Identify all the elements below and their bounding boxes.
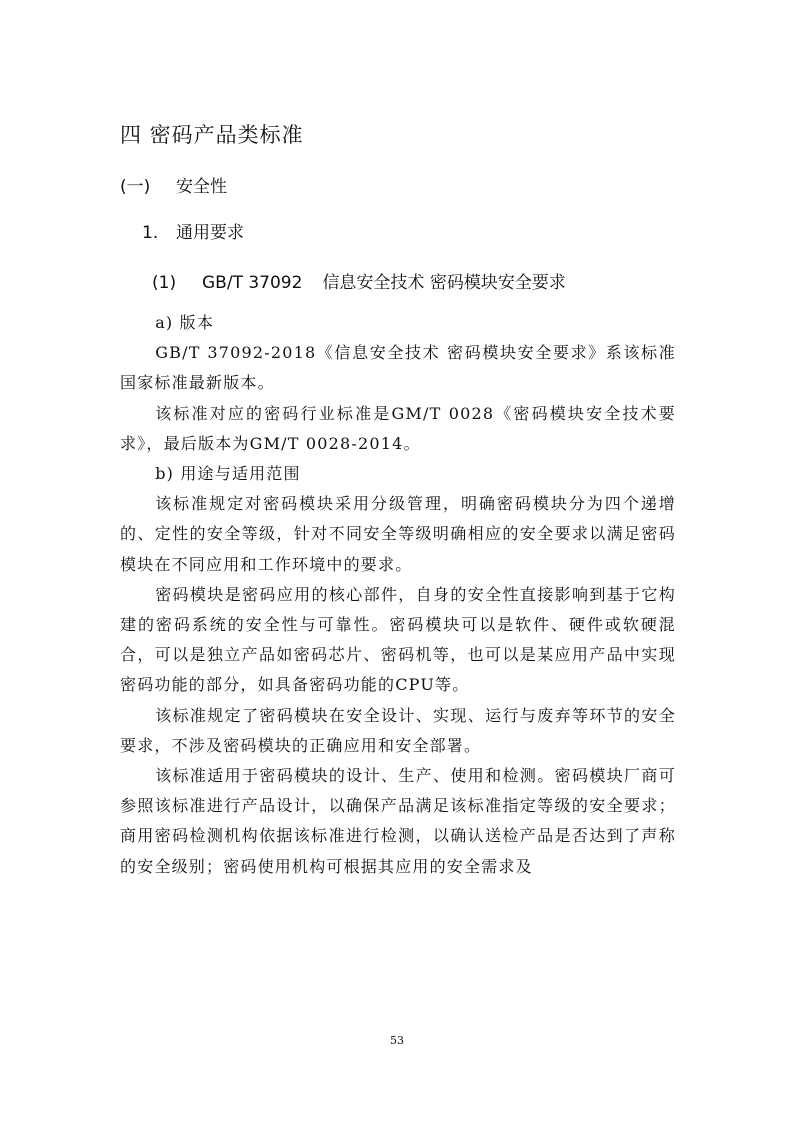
paragraph: 密码模块是密码应用的核心部件，自身的安全性直接影响到基于它构建的密码系统的安全性与可靠性。密码模块可以是软件、硬件或软硬混合，可以是独立产品如密码芯片、密码机等，也可以是某应用产品中实现密码功能的部分，如具备密码功能的CPU等。 [120,584,676,695]
subsection-number: 1. [142,223,159,243]
paragraph: 该标准规定对密码模块采用分级管理，明确密码模块分为四个递增的、定性的安全等级，针对不同安全等级明确相应的安全要求以满足密码模块在不同应用和工作环境中的要求。 [120,494,676,574]
paragraph: GB/T 37092-2018《信息安全技术 密码模块安全要求》系该标准国家标准最新版本。 [120,343,676,393]
standard-title: 信息安全技术 密码模块安全要求 [322,273,566,293]
paragraph: 该标准适用于密码模块的设计、生产、使用和检测。密码模块厂商可参照该标准进行产品设计，以确保产品满足该标准指定等级的安全要求；商用密码检测机构依据该标准进行检测，以确认送检产品是否达到了声称的安全级别；密码使用机构可根据其应用的安全需求及 [120,766,676,876]
chapter-heading: 四 密码产品类标准 [120,123,304,147]
subsection-heading [142,220,244,246]
subheading-version: a) 版本 [155,313,215,332]
section-title: 安全性 [176,177,227,197]
paragraph: 该标准规定了密码模块在安全设计、实现、运行与废弃等环节的安全要求，不涉及密码模块的正确应用和安全部署。 [120,705,676,755]
subsection-title: 通用要求 [176,223,244,243]
standard-heading [152,270,566,296]
section-number: (一) [120,177,151,197]
subheading-purpose-scope: b) 用途与适用范围 [155,464,301,484]
paragraph: 该标准对应的密码行业标准是GM/T 0028《密码模块安全技术要求》，最后版本为GM/T 0028-2014。 [120,403,676,453]
standard-code: GB/T 37092 [202,273,303,293]
standard-number: (1) [152,273,177,293]
page-number: 53 [390,1034,404,1047]
section-heading [120,174,227,200]
body-text [120,308,676,882]
